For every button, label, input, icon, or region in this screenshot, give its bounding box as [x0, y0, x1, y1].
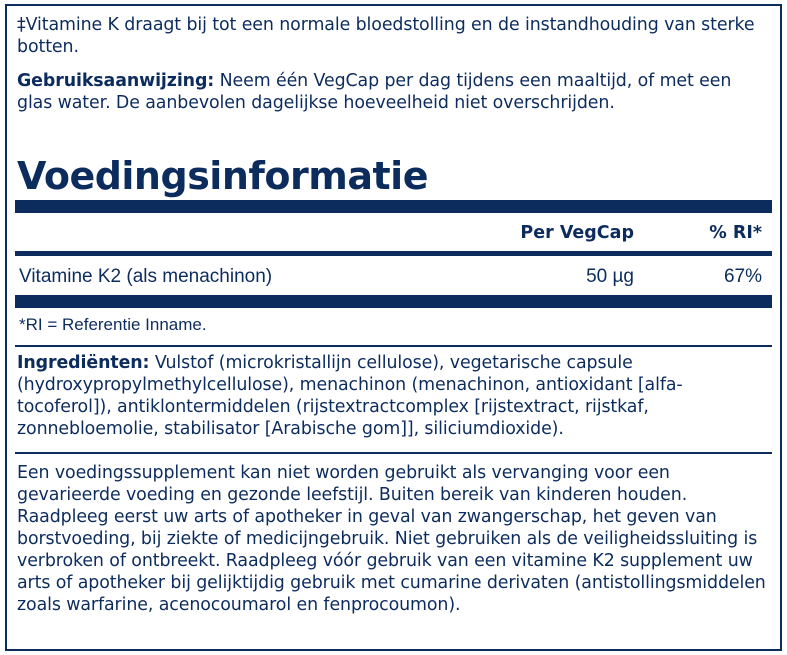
- nutrient-amount: 50 µg: [586, 266, 634, 287]
- warning-text: Een voedingssupplement kan niet worden gebruikt als vervanging voor een gevarieerde voeding en gezonde leefstijl. Buiten bereik van kinderen houden. Raadpleeg eerst uw arts of apotheker in geval van zwangerschap, het geven van borstvoeding, bij ziekte of medicijngebruik. Niet gebruiken als de veiligheidssluiting is verbroken of ontbreekt. Raadpleeg vóór gebruik van een vitamine K2 supplement uw arts of apotheker bij gelijktijdig gebruik met cumarine derivaten (antistollingsmiddelen zoals warfarine, acenocoumarol en fenprocoumon).: [17, 463, 766, 615]
- usage-text: Neem één VegCap per dag tijdens een maaltijd, of met een glas water. De aanbevolen dagelijkse hoeveelheid niet overschrijden.: [17, 71, 732, 113]
- ingredients: [17, 352, 770, 440]
- section-divider: [15, 452, 772, 454]
- section-divider: [15, 345, 772, 347]
- nutrient-ri: 67%: [723, 266, 762, 287]
- header-ri: % RI*: [709, 223, 762, 243]
- usage-instructions: [17, 70, 770, 114]
- nutrition-title: Voedingsinformatie: [17, 154, 428, 198]
- nutrient-name: Vitamine K2 (als menachinon): [19, 266, 273, 287]
- header-per-serving: Per VegCap: [520, 223, 634, 243]
- table-top-bar: [15, 200, 772, 213]
- usage-label: Gebruiksaanwijzing:: [17, 71, 215, 91]
- vitamin-k-note: ‡Vitamine K draagt bij tot een normale bloedstolling en de instandhouding van sterke botten.: [17, 15, 755, 57]
- table-header-rule: [15, 251, 772, 256]
- ingredients-text: Vulstof (microkristallijn cellulose), vegetarische capsule (hydroxypropylmethylcellulose), menachinon (menachinon, antioxidant [alfa-tocoferol]), antiklontermiddelen (rijstextractcomplex [rijstextract, rijstkaf, zonnebloemolie, stabilisator [Arabische gom]], siliciumdioxide).: [17, 353, 683, 439]
- ingredients-label: Ingrediënten:: [17, 353, 150, 373]
- supplement-label: [5, 4, 782, 651]
- ri-footnote: *RI = Referentie Inname.: [19, 315, 207, 334]
- table-bottom-bar: [15, 295, 772, 308]
